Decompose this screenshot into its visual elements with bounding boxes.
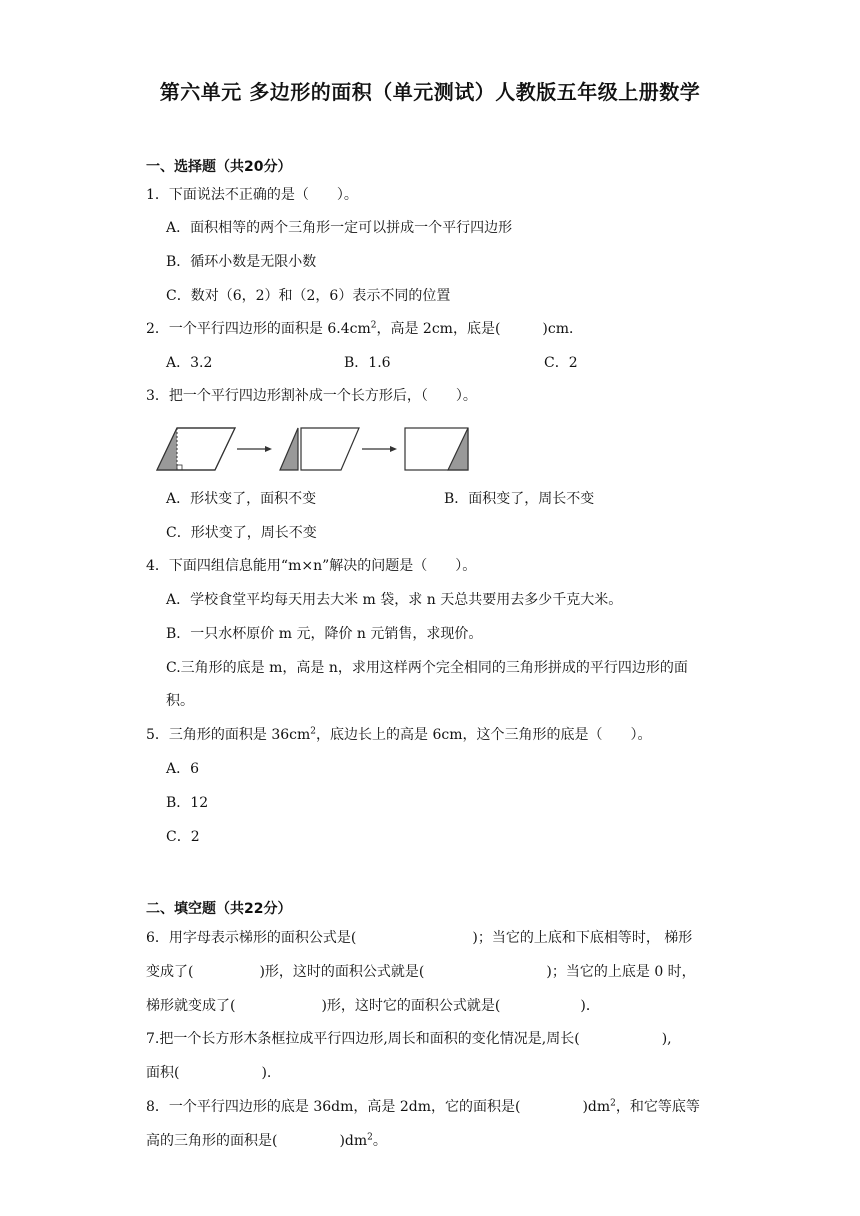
- q7-text: 面积(: [146, 1065, 180, 1081]
- question-4-option-c-cont: 积。: [166, 693, 194, 709]
- question-3-option-a: A．形状变了，面积不变: [166, 491, 317, 507]
- question-3-option-c: C．形状变了，周长不变: [166, 525, 317, 541]
- q6-text: )．: [580, 998, 600, 1014]
- q8-text: )dm: [582, 1099, 611, 1115]
- question-1-option-a: A．面积相等的两个三角形一定可以拼成一个平行四边形: [166, 220, 513, 236]
- question-1-option-c: C．数对（6，2）和（2，6）表示不同的位置: [166, 288, 451, 304]
- question-2-option-a: A．3.2: [166, 355, 213, 371]
- question-5-stem-text: 5．三角形的面积是 36cm: [146, 727, 311, 743]
- question-7-line-2: [146, 1063, 271, 1083]
- question-4-option-c: C.三角形的底是 m，高是 n，求用这样两个完全相同的三角形拼成的平行四边形的面: [166, 660, 688, 676]
- question-2-stem: [146, 319, 583, 339]
- q6-text: )形，这时的面积公式就是(: [259, 964, 425, 980]
- question-8-line-1: [146, 1097, 700, 1117]
- question-6-line-2: [146, 962, 696, 982]
- superscript: 2: [367, 1132, 373, 1143]
- question-1-stem: 1．下面说法不正确的是（ ）。: [146, 187, 358, 203]
- q7-text: 7.把一个长方形木条框拉成平行四边形,周长和面积的变化情况是,周长(: [146, 1031, 580, 1047]
- q8-text: 高的三角形的面积是(: [146, 1133, 278, 1149]
- question-5-stem-rest: ，底边长上的高是 6cm，这个三角形的底是（ ）。: [316, 727, 652, 743]
- arrow-right-icon: [362, 446, 397, 452]
- question-3-option-b: B．面积变了，周长不变: [444, 491, 595, 507]
- question-2-option-b: B．1.6: [344, 355, 391, 371]
- q6-text: )；当它的上底和下底相等时， 梯形: [472, 930, 693, 946]
- question-5-option-c: C．2: [166, 829, 200, 845]
- q8-text: ，和它等底等: [615, 1099, 700, 1115]
- question-2-stem-text: 2．一个平行四边形的面积是 6.4cm: [146, 321, 371, 337]
- question-6-line-1: [146, 928, 692, 948]
- q8-text: 。: [372, 1133, 387, 1149]
- question-3-stem: 3．把一个平行四边形割补成一个长方形后，（ ）。: [146, 388, 477, 404]
- q8-text: 8．一个平行四边形的底是 36dm，高是 2dm，它的面积是(: [146, 1099, 521, 1115]
- section-heading-choice: 一、选择题（共20分）: [146, 159, 292, 175]
- question-2-option-c: C．2: [544, 355, 578, 371]
- question-1-option-b: B．循环小数是无限小数: [166, 254, 317, 270]
- q6-text: 6．用字母表示梯形的面积公式是(: [146, 930, 357, 946]
- question-4-option-b: B．一只水杯原价 m 元，降价 n 元销售，求现价。: [166, 626, 483, 642]
- question-5-option-a: A．6: [166, 761, 200, 777]
- q6-text: 变成了(: [146, 964, 194, 980]
- arrow-right-icon: [237, 446, 272, 452]
- superscript: 2: [610, 1098, 616, 1109]
- cut-pieces-shape: [280, 428, 359, 470]
- question-4-option-a: A．学校食堂平均每天用去大米 m 袋，求 n 天总共要用去多少千克大米。: [166, 592, 623, 608]
- rectangle-shape: [405, 428, 468, 470]
- page-title: 第六单元 多边形的面积（单元测试）人教版五年级上册数学: [159, 80, 701, 104]
- q7-text: ).: [261, 1065, 272, 1081]
- q6-text: )形，这时它的面积公式就是(: [321, 998, 501, 1014]
- superscript: 2: [310, 726, 317, 737]
- parallelogram-shape: [157, 428, 235, 470]
- question-8-line-2: [146, 1131, 387, 1151]
- question-7-line-1: [146, 1029, 672, 1049]
- parallelogram-cut-figure: [155, 424, 475, 474]
- question-4-stem: 4．下面四组信息能用“m×n”解决的问题是（ ）。: [146, 558, 477, 574]
- q6-text: )；当它的上底是 0 时，: [546, 964, 696, 980]
- section-heading-fill: 二、填空题（共22分）: [146, 901, 292, 917]
- question-5-stem: [146, 725, 652, 745]
- q6-text: 梯形就变成了(: [146, 998, 236, 1014]
- question-6-line-3: [146, 996, 600, 1016]
- question-2-stem-rest: ，高是 2cm，底是( )cm．: [376, 321, 583, 337]
- question-5-option-b: B．12: [166, 795, 209, 811]
- superscript: 2: [370, 320, 377, 331]
- q7-text: ),: [661, 1031, 672, 1047]
- q8-text: )dm: [339, 1133, 368, 1149]
